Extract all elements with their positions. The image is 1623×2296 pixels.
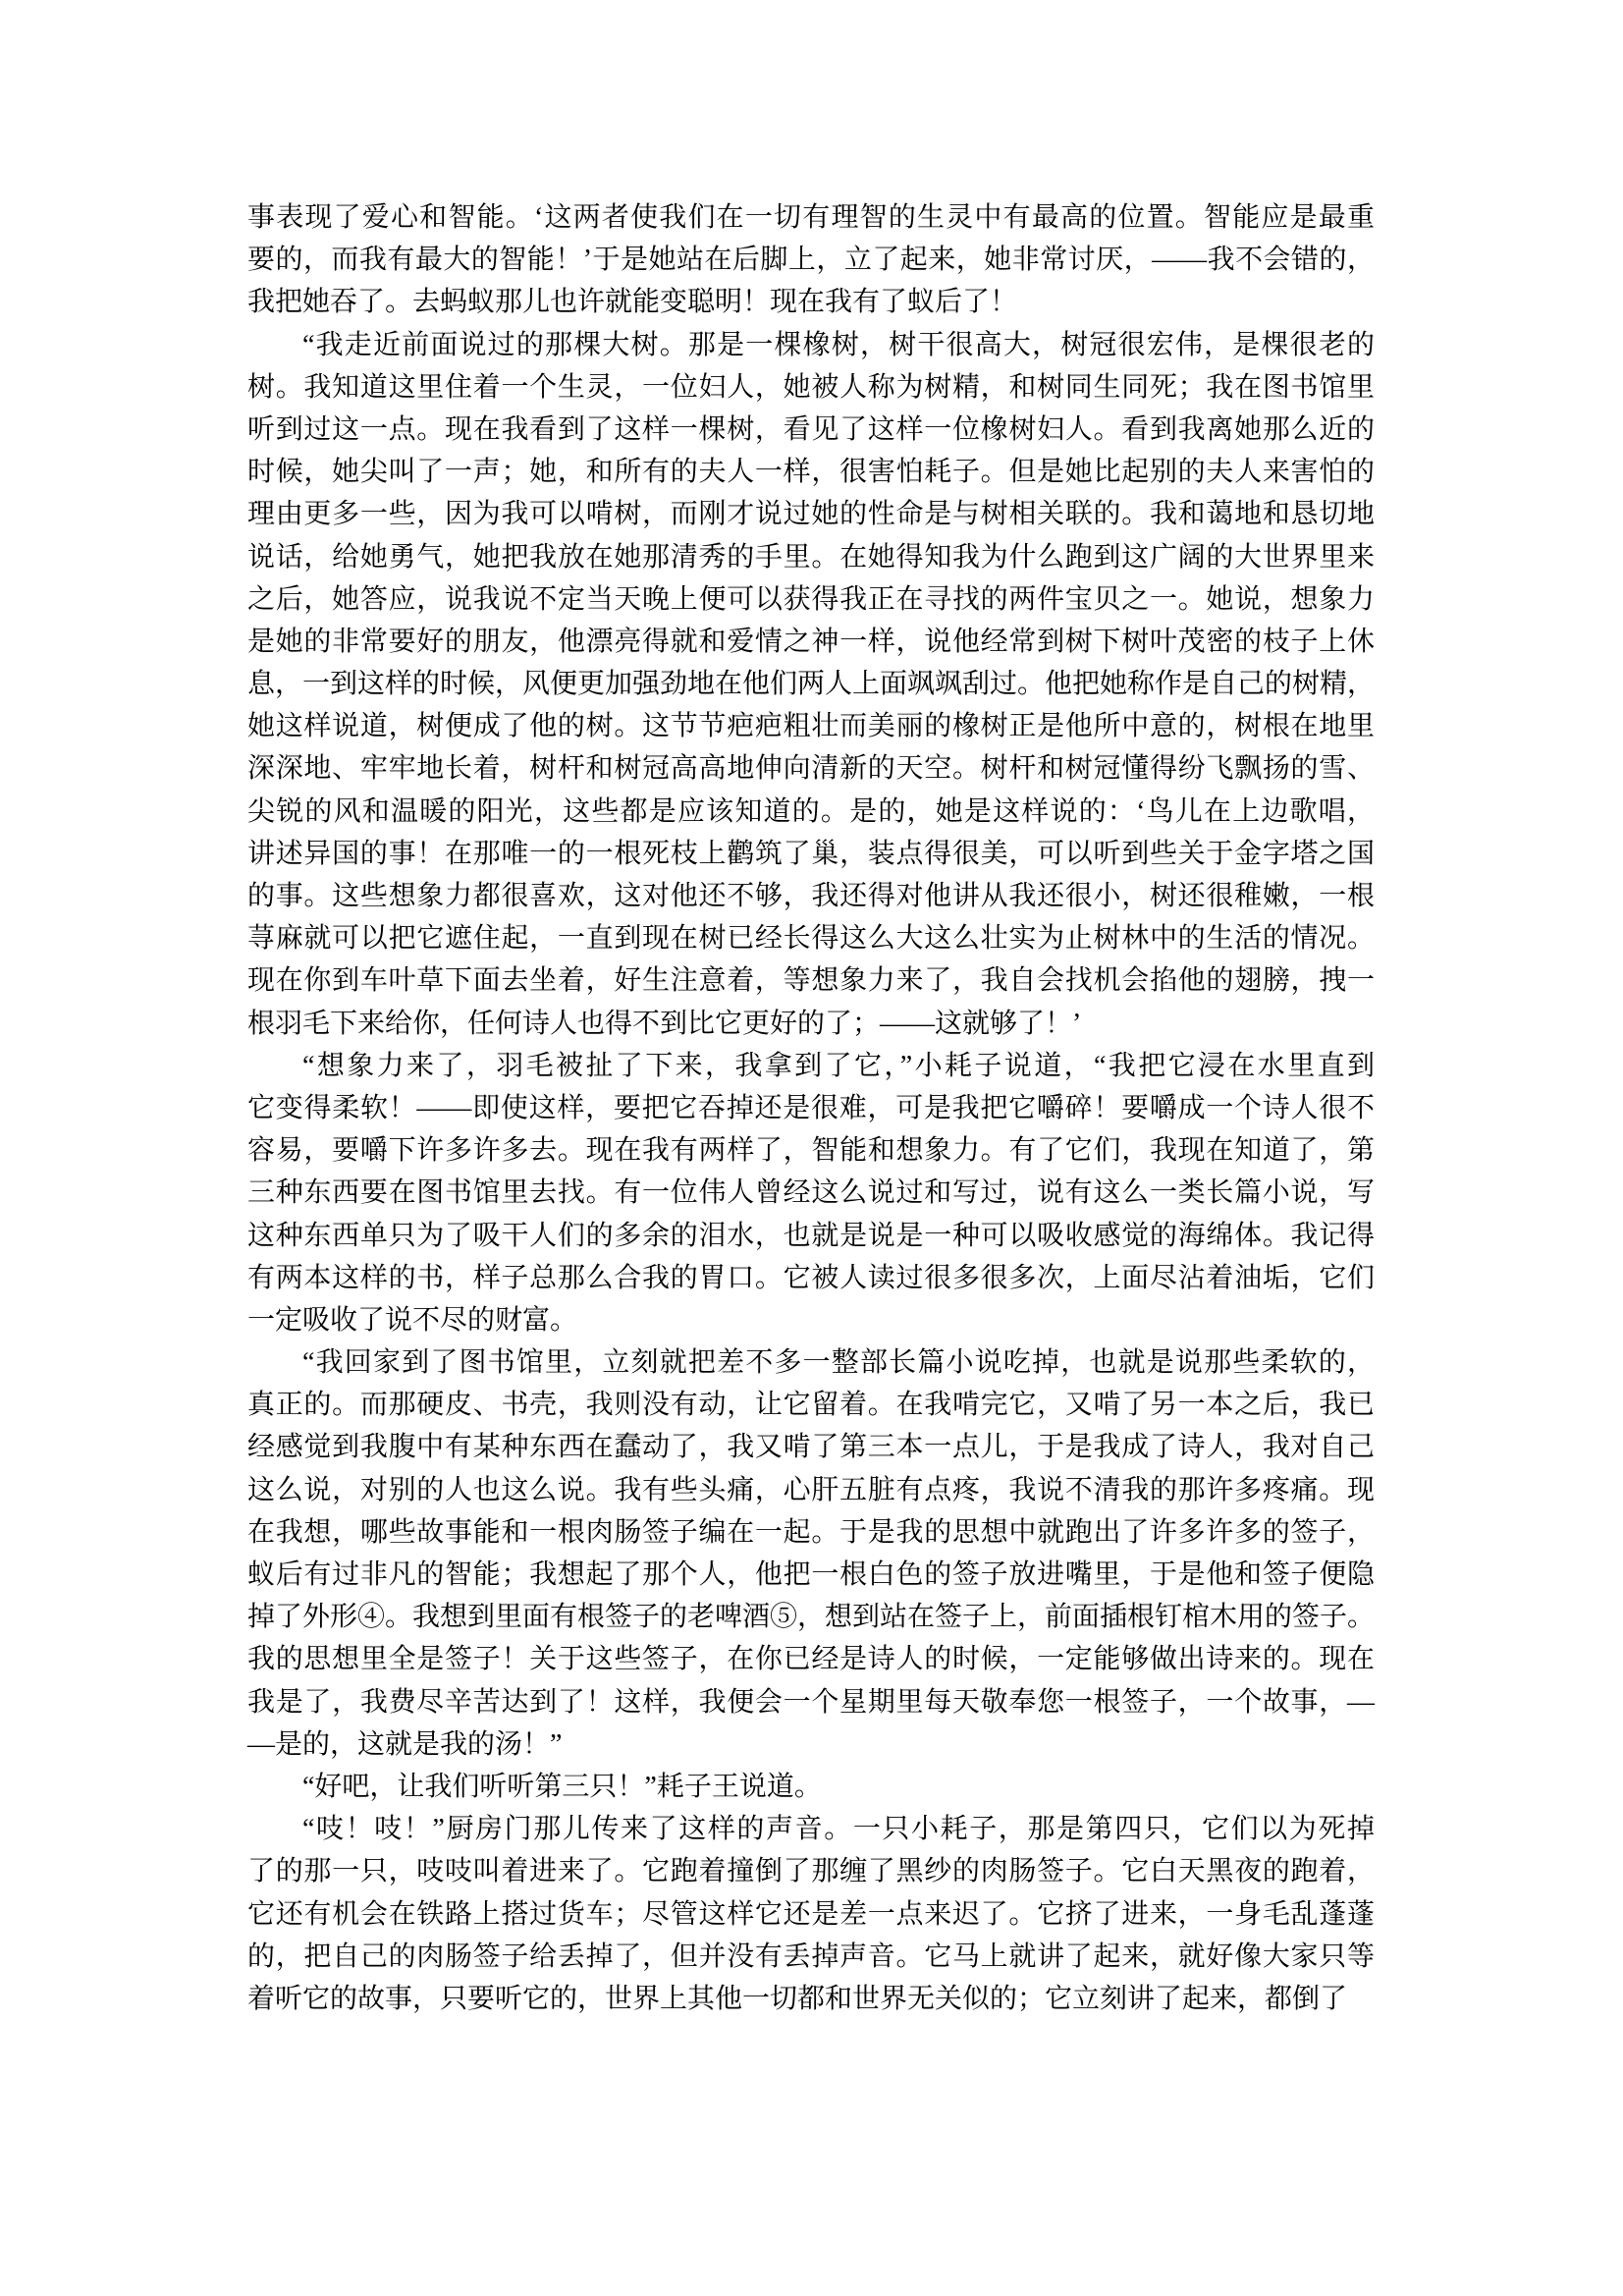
text-line: 荨麻就可以把它遮住起，一直到现在树已经长得这么大这么壮实为止树林中的生活的情况。 [247, 923, 1375, 955]
text-line: “好吧，让我们听听第三只！”耗子王说道。 [302, 1771, 822, 1802]
text-line: 这么说，对别的人也这么说。我有些头痛，心肝五脏有点疼，我说不清我的那许多疼痛。现 [247, 1474, 1375, 1505]
paragraph [247, 1341, 1375, 1766]
text-line: 她这样说道，树便成了他的树。这节节疤疤粗壮而美丽的橡树正是他所中意的，树根在地里 [247, 711, 1375, 742]
text-line: 一定吸收了说不尽的财富。 [247, 1304, 578, 1336]
paragraph [247, 1045, 1375, 1341]
text-line: “想象力来了，羽毛被扯了下来，我拿到了它，”小耗子说道，“我把它浸在水里直到 [302, 1050, 1375, 1081]
text-line: 之后，她答应，说我说不定当天晚上便可以获得我正在寻找的两件宝贝之一。她说，想象力 [247, 583, 1375, 615]
text-line: 事表现了爱心和智能。‘这两者使我们在一切有理智的生灵中有最高的位置。智能应是最重 [247, 202, 1375, 233]
text-line: 有两本这样的书，样子总那么合我的胃口。它被人读过很多很多次，上面尽沾着油垢，它们 [247, 1262, 1375, 1293]
text-line: —是的，这就是我的汤！” [247, 1728, 563, 1760]
text-line: 着听它的故事，只要听它的，世界上其他一切都和世界无关似的；它立刻讲了起来，都倒了 [247, 1983, 1348, 2014]
paragraph [247, 324, 1375, 1045]
text-line: 掉了外形④。我想到里面有根签子的老啤酒⑤，想到站在签子上，前面插根钉棺木用的签子。 [247, 1602, 1376, 1633]
text-line: 经感觉到我腹中有某种东西在蠢动了，我又啃了第三本一点儿，于是我成了诗人，我对自己 [247, 1432, 1375, 1463]
text-line: 深深地、牢牢地长着，树杆和树冠高高地伸向清新的天空。树杆和树冠懂得纷飞飘扬的雪、 [247, 753, 1375, 785]
text-line: 这种东西单只为了吸干人们的多余的泪水，也就是说是一种可以吸收感觉的海绵体。我记得 [247, 1220, 1375, 1251]
text-line: 时候，她尖叫了一声；她，和所有的夫人一样，很害怕耗子。但是她比起别的夫人来害怕的 [247, 457, 1375, 488]
text-line: 的事。这些想象力都很喜欢，这对他还不够，我还得对他讲从我还很小，树还很稚嫩，一根 [247, 881, 1375, 911]
text-line: 它变得柔软！——即使这样，要把它吞掉还是很难，可是我把它嚼碎！要嚼成一个诗人很不 [247, 1092, 1375, 1123]
text-line: 树。我知道这里住着一个生灵，一位妇人，她被人称为树精，和树同生同死；我在图书馆里 [247, 371, 1375, 403]
text-line: 蚁后有过非凡的智能；我想起了那个人，他把一根白色的签子放进嘴里，于是他和签子便隐 [247, 1559, 1375, 1590]
paragraph [247, 1766, 1375, 1808]
text-line: 要的，而我有最大的智能！’于是她站在后脚上，立了起来，她非常讨厌，——我不会错的， [247, 245, 1375, 276]
text-line: 尖锐的风和温暖的阳光，这些都是应该知道的。是的，她是这样说的：‘鸟儿在上边歌唱， [247, 795, 1375, 827]
text-line: 三种东西要在图书馆里去找。有一位伟人曾经这么说过和写过，说有这么一类长篇小说，写 [247, 1177, 1375, 1209]
text-line: 它还有机会在铁路上搭过货车；尽管这样它还是差一点来迟了。它挤了进来，一身毛乱蓬蓬 [247, 1898, 1375, 1930]
text-line: “我回家到了图书馆里，立刻就把差不多一整部长篇小说吃掉，也就是说那些柔软的， [302, 1347, 1375, 1379]
text-line: 我把她吞了。去蚂蚁那儿也许就能变聪明！现在我有了蚁后了！ [247, 287, 1018, 318]
text-line: 现在你到车叶草下面去坐着，好生注意着，等想象力来了，我自会找机会掐他的翅膀，拽一 [247, 965, 1375, 997]
text-line: 听到过这一点。现在我看到了这样一棵树，看见了这样一位橡树妇人。看到我离她那么近的 [247, 413, 1375, 445]
text-line: 容易，要嚼下许多许多去。现在我有两样了，智能和想象力。有了它们，我现在知道了，第 [247, 1135, 1375, 1167]
text-line: 的，把自己的肉肠签子给丢掉了，但并没有丢掉声音。它马上就讲了起来，就好像大家只等 [247, 1941, 1375, 1972]
text-line: “吱！吱！”厨房门那儿传来了这样的声音。一只小耗子，那是第四只，它们以为死掉 [302, 1814, 1375, 1845]
text-line: 根羽毛下来给你，任何诗人也得不到比它更好的了；——这就够了！’ [247, 1008, 1082, 1039]
text-line: 在我想，哪些故事能和一根肉肠签子编在一起。于是我的思想中就跑出了许多许多的签子， [247, 1516, 1375, 1548]
paragraph [247, 196, 1375, 324]
text-line: 理由更多一些，因为我可以啃树，而刚才说过她的性命是与树相关联的。我和蔼地和恳切地 [247, 499, 1375, 530]
text-line: 了的那一只，吱吱叫着进来了。它跑着撞倒了那缠了黑纱的肉肠签子。它白天黑夜的跑着， [247, 1856, 1375, 1887]
text-line: 息，一到这样的时候，风便更加强劲地在他们两人上面飒飒刮过。他把她称作是自己的树精， [247, 669, 1376, 700]
text-line: “我走近前面说过的那棵大树。那是一棵橡树，树干很高大，树冠很宏伟，是棵很老的 [302, 329, 1375, 360]
text-line: 我的思想里全是签子！关于这些签子，在你已经是诗人的时候，一定能够做出诗来的。现在 [247, 1644, 1375, 1675]
text-line: 是她的非常要好的朋友，他漂亮得就和爱情之神一样，说他经常到树下树叶茂密的枝子上休 [247, 626, 1375, 657]
text-line: 讲述异国的事！在那唯一的一根死枝上鹳筑了巢，装点得很美，可以听到些关于金字塔之国 [247, 838, 1375, 869]
paragraph [247, 1808, 1375, 2020]
text-line: 说话，给她勇气，她把我放在她那清秀的手里。在她得知我为什么跑到这广阔的大世界里来 [247, 541, 1375, 573]
text-block [247, 196, 1375, 2020]
text-line: 我是了，我费尽辛苦达到了！这样，我便会一个星期里每天敬奉您一根签子，一个故事，— [247, 1686, 1375, 1718]
text-line: 真正的。而那硬皮、书壳，我则没有动，让它留着。在我啃完它，又啃了另一本之后，我已 [247, 1390, 1375, 1421]
